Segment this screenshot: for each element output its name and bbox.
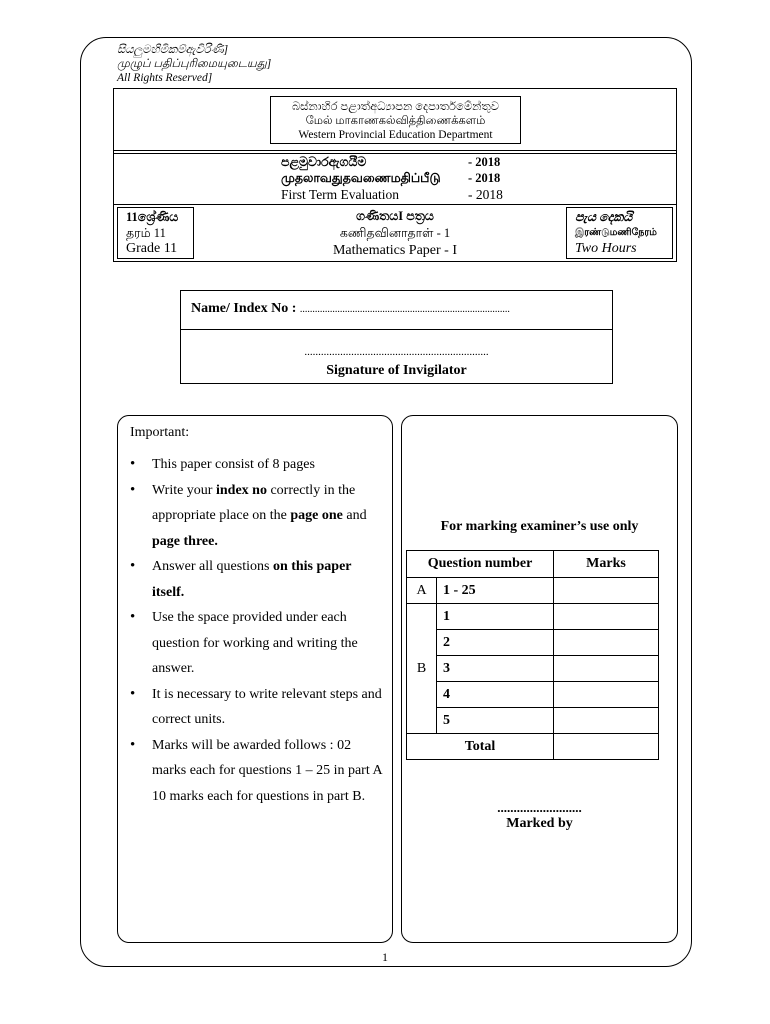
subject-tamil: கணிதவினாதாள் - 1 (339, 226, 451, 240)
question-number-b: 2 (437, 630, 554, 656)
evaluation-year-ta: - 2018 (468, 171, 501, 185)
section-b-label: B (407, 604, 437, 734)
marks-cell[interactable] (554, 578, 659, 604)
important-item (130, 478, 385, 555)
marks-cell[interactable] (554, 682, 659, 708)
marks-cell[interactable] (554, 630, 659, 656)
total-label: Total (407, 734, 554, 760)
name-index-dots: .................................................................................... (299, 304, 510, 315)
question-number-b: 3 (437, 656, 554, 682)
duration-english: Two Hours (575, 241, 637, 256)
important-item-text: Write your (152, 482, 216, 498)
important-item-text: and (342, 508, 367, 523)
important-item-text: Answer all questions (152, 559, 273, 574)
candidate-box (180, 290, 613, 384)
important-item (130, 554, 385, 605)
department-tamil: மேல் மாகாணகல்வித்திணைக்களம் (305, 115, 486, 127)
duration-tamil: இரண்டுமணிநேரம் (575, 228, 657, 238)
marks-table (406, 550, 659, 760)
important-item-text: Use the space provided under each question for working and writing the answer. (152, 610, 358, 676)
important-item-bold: index no (215, 482, 267, 498)
section-a-label: A (407, 578, 437, 604)
table-row (407, 708, 659, 734)
table-row (407, 682, 659, 708)
duration-sinhala: පැය දෙකයි (575, 210, 633, 224)
header-divider-2 (113, 153, 677, 154)
table-row (407, 578, 659, 604)
duration-box (566, 207, 673, 259)
col-marks: Marks (554, 551, 659, 578)
question-range-a: 1 - 25 (437, 578, 554, 604)
rights-reserved (117, 43, 271, 85)
important-item-text: Marks will be awarded follows : 02 marks each for questions 1 – 25 in part A 10 marks each for questions in part B. (152, 737, 382, 804)
header-divider-3 (113, 204, 677, 205)
important-item-bold: on this paper itself. (152, 559, 352, 600)
evaluation-english: First Term Evaluation (281, 187, 400, 202)
candidate-divider (181, 329, 612, 330)
important-item-bold: page three. (152, 533, 218, 549)
total-row (407, 734, 659, 760)
important-item (130, 452, 385, 478)
rights-english: All Rights Reserved] (117, 72, 213, 84)
important-item-text: This paper consist of 8 pages (152, 457, 315, 472)
marks-cell[interactable] (554, 604, 659, 630)
important-item (130, 733, 385, 810)
evaluation-year-en: - 2018 (468, 187, 503, 202)
evaluation-tamil: முதலாவதுதவணைமதிப்பீடு (281, 171, 441, 185)
evaluation-english-row (281, 187, 503, 203)
important-item-text: It is necessary to write relevant steps and correct units. (152, 686, 382, 727)
question-number-b: 5 (437, 708, 554, 734)
name-index-field[interactable] (191, 301, 510, 317)
rights-tamil: முழுப் பதிப்புரிமையுடையது] (117, 58, 272, 70)
name-index-label: Name/ Index No : (191, 301, 297, 316)
question-number-b: 1 (437, 604, 554, 630)
marks-header-row (407, 551, 659, 578)
department-sinhala: බස්නාහිර පළාත්අධ්‍යාපන දෙපාර්තමේන්තුව (291, 101, 500, 113)
important-title: Important: (130, 425, 190, 440)
evaluation-sinhala: පළමුවාරඇගයීම (281, 155, 367, 169)
department-english: Western Provincial Education Department (298, 129, 493, 141)
grade-sinhala: 11ශ්‍රේණිය (126, 210, 179, 224)
total-marks-cell[interactable] (554, 734, 659, 760)
signature-label: Signature of Invigilator (326, 363, 467, 378)
evaluation-year-si: - 2018 (468, 155, 501, 169)
page-number: 1 (382, 950, 388, 964)
marked-by-dots: .......................... (497, 800, 582, 815)
important-list (130, 452, 385, 809)
grade-tamil: தரம் 11 (126, 226, 166, 240)
marking-title: For marking examiner’s use only (440, 519, 639, 534)
grade-box (117, 207, 194, 259)
grade-english: Grade 11 (126, 241, 178, 256)
department-box (270, 96, 521, 144)
marks-cell[interactable] (554, 708, 659, 734)
subject-sinhala: ගණිතයI පත්‍රය (356, 209, 434, 223)
important-item (130, 682, 385, 733)
evaluation-tamil-row (281, 171, 501, 187)
evaluation-sinhala-row (281, 155, 501, 170)
col-question-number: Question number (407, 551, 554, 578)
table-row (407, 656, 659, 682)
subject-english: Mathematics Paper - I (332, 243, 457, 258)
marked-by-label: Marked by (506, 816, 573, 831)
important-item-bold: page one (290, 508, 343, 523)
important-item-text: correctly in the appropriate place on the (152, 482, 356, 523)
table-row (407, 604, 659, 630)
table-row (407, 630, 659, 656)
question-number-b: 4 (437, 682, 554, 708)
marks-cell[interactable] (554, 656, 659, 682)
important-item (130, 605, 385, 682)
signature-dots: ................................................................... (304, 346, 489, 358)
header-divider (113, 150, 677, 151)
rights-sinhala: සියලුමහිමිකම්ඇවිරිණි] (117, 44, 229, 56)
subject-block (300, 208, 490, 259)
